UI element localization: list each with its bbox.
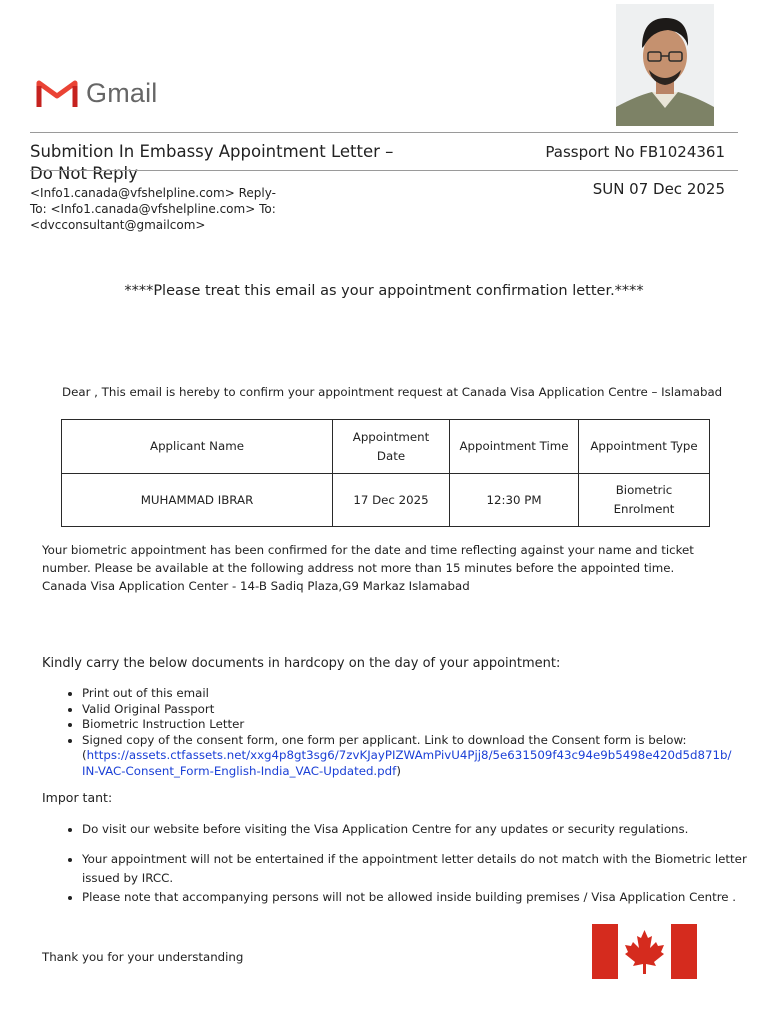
consent-form-text: Signed copy of the consent form, one form per applicant. Link to download the Consent form is below: (82, 732, 687, 747)
gmail-m-icon (36, 77, 78, 109)
list-item: • Do visit our website before visiting the Visa Application Centre for any updates or security regulations. (82, 820, 762, 839)
sender-info: <Info1.canada@vfshelpline.com> Reply-To: <Info1.canada@vfshelpline.com> To: <dvcconsultant@gmailcom> (30, 186, 276, 232)
greeting-text: Dear , This email is hereby to confirm your appointment request at Canada Visa Application Centre – Islamabad (62, 385, 723, 399)
header-appointment-date: Appointment Date (333, 420, 450, 474)
documents-intro: Kindly carry the below documents in hardcopy on the day of your appointment: (42, 656, 561, 671)
gmail-logo (36, 76, 158, 110)
header-applicant-name: Applicant Name (62, 420, 333, 474)
consent-form-link[interactable]: https://assets.ctfassets.net/xxg4p8gt3sg6/7zvKJayPIZWAmPivU4Pjj8/5e631509f43c94e9b5498e420d5d871b/IN-VAC-Consent_Form-English-India_VAC-Updated.pdf (82, 748, 732, 778)
confirmation-text: Your biometric appointment has been confirmed for the date and time reflecting against your name and ticket number. Please be available at the following address not more than 15 minutes before the appointed time. (42, 543, 694, 575)
cell-applicant-name: MUHAMMAD IBRAR (62, 474, 333, 527)
cell-appointment-date: 17 Dec 2025 (333, 474, 450, 527)
cell-appointment-type: Biometric Enrolment (579, 474, 710, 527)
list-item: • Your appointment will not be entertained if the appointment letter details do not match with the Biometric letter issued by IRCC. (82, 850, 762, 888)
list-item: • Please note that accompanying persons will not be allowed inside building premises / Visa Application Centre . (82, 888, 762, 907)
passport-number: Passport No FB1024361 (545, 143, 725, 161)
gmail-logo-text: Gmail (86, 77, 158, 108)
canada-flag-icon (592, 924, 697, 979)
vac-address: Canada Visa Application Center - 14-B Sadiq Plaza,G9 Markaz Islamabad (42, 579, 470, 593)
cell-appointment-time: 12:30 PM (450, 474, 579, 527)
confirmation-body (42, 541, 722, 595)
header-divider-top (30, 132, 738, 133)
table-row (62, 474, 710, 527)
important-heading: Impor tant: (42, 790, 113, 805)
email-subject: Submition In Embassy Appointment Letter – Do Not Reply (30, 142, 394, 183)
confirmation-notice: ****Please treat this email as your appointment confirmation letter.**** (124, 283, 644, 299)
header-appointment-type: Appointment Type (579, 420, 710, 474)
applicant-photo (616, 4, 714, 126)
list-item: • Valid Original Passport (82, 702, 732, 718)
appointment-table (61, 419, 710, 527)
header-divider-bottom (30, 170, 738, 171)
closing-text: Thank you for your understanding (42, 950, 244, 964)
table-header-row (62, 420, 710, 474)
documents-list (42, 686, 732, 779)
list-item: • Print out of this email (82, 686, 732, 702)
list-item: • Biometric Instruction Letter (82, 717, 732, 733)
important-list (42, 820, 762, 918)
email-date: SUN 07 Dec 2025 (592, 180, 725, 198)
list-item: • Signed copy of the consent form, one form per applicant. Link to download the Consent form is below: (https://assets.ctfassets.net/xxg4p8gt3sg6/7zvKJayPIZWAmPivU4Pjj8/5e631509f43c94e9b5498e420d5d871b/IN-VAC-Consent_Form-English-India_VAC-Updated.pdf) (82, 733, 732, 780)
header-appointment-time: Appointment Time (450, 420, 579, 474)
